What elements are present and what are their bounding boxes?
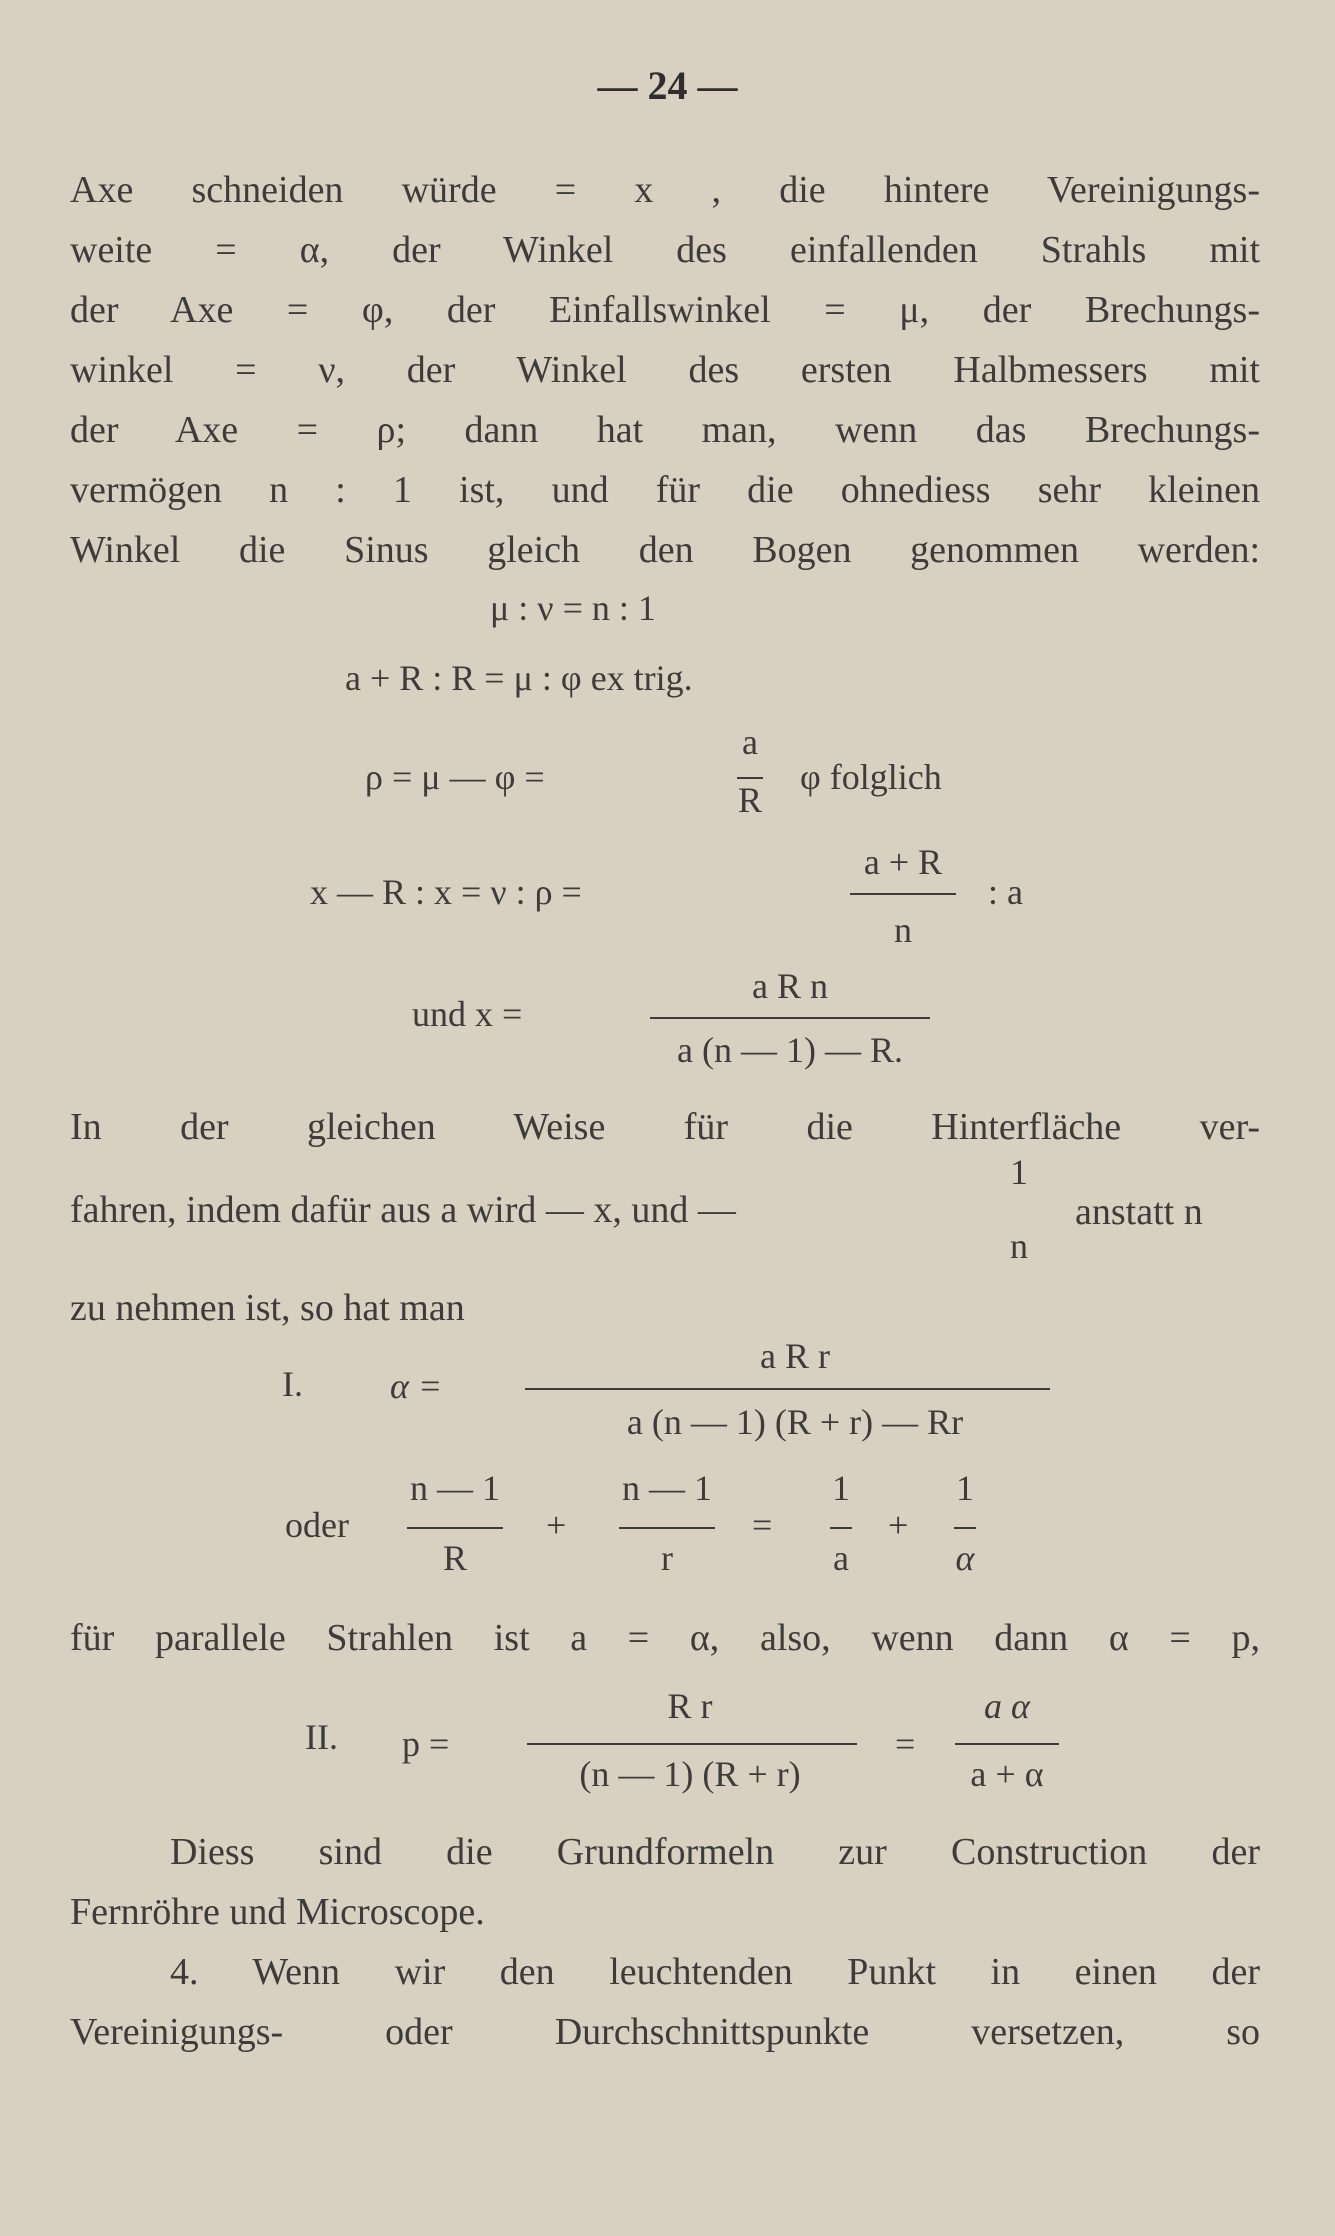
fraction-denominator: a (n — 1) (R + r) — Rr (626, 1402, 964, 1442)
fraction-numerator: a R n (752, 966, 828, 1006)
text-line: In der gleichen Weise für die Hinterfläche ver- (70, 1106, 1260, 1148)
formula-label: I. (282, 1364, 303, 1404)
page-number: — 24 — (597, 63, 738, 108)
text-line: zu nehmen ist, so hat man (70, 1287, 465, 1329)
formula-oder-word: oder (285, 1505, 349, 1545)
equation-ex-trig: a + R : R = μ : φ ex trig. (345, 658, 693, 698)
text-line: Diess sind die Grundformeln zur Construction der (170, 1831, 1260, 1873)
formula-plus: + (888, 1505, 909, 1545)
fraction-numerator: 1 (832, 1468, 850, 1508)
fraction-denominator: a + α (970, 1754, 1044, 1794)
fraction-denominator: R (737, 780, 762, 820)
fraction-bar (527, 1743, 857, 1745)
formula-equals: = (752, 1505, 773, 1545)
fraction-bar (830, 1527, 852, 1529)
fraction-denominator: a (833, 1538, 849, 1578)
text-line: Axe schneiden würde = x , die hintere Vereinigungs- (70, 169, 1260, 211)
fraction-bar (525, 1388, 1050, 1390)
fraction-numerator: a α (984, 1686, 1030, 1726)
equation-x-lhs: und x = (412, 994, 523, 1034)
fraction-denominator: r (661, 1538, 673, 1578)
fraction-denominator: n (894, 910, 912, 950)
fraction-bar (407, 1527, 503, 1529)
fraction-bar (619, 1527, 715, 1529)
text-line: der Axe = φ, der Einfallswinkel = μ, der Brechungs- (70, 289, 1260, 331)
fraction-denominator: (n — 1) (R + r) (579, 1754, 801, 1794)
text-line: Fernröhre und Microscope. (70, 1891, 485, 1933)
text-line: Vereinigungs- oder Durchschnittspunkte versetzen, so (70, 2011, 1260, 2053)
text-line: vermögen n : 1 ist, und für die ohnediess sehr kleinen (70, 469, 1260, 511)
formula-plus: + (546, 1505, 567, 1545)
equation-rho-lhs: ρ = μ — φ = (365, 757, 545, 797)
formula-lhs: α = (390, 1366, 443, 1406)
equation-rho-rhs: φ folglich (800, 757, 942, 797)
formula-equals: = (895, 1724, 916, 1764)
text-line: für parallele Strahlen ist a = α, also, wenn dann α = p, (70, 1617, 1260, 1659)
equation-proportion-lhs: x — R : x = ν : ρ = (310, 872, 582, 912)
formula-lhs: p = (402, 1724, 450, 1764)
text-line: fahren, indem dafür aus a wird — x, und — (70, 1189, 736, 1231)
text-fragment: anstatt n (1075, 1191, 1203, 1233)
fraction-numerator: a R r (760, 1336, 830, 1376)
fraction-numerator: 1 (1010, 1152, 1028, 1192)
fraction-denominator: α (955, 1538, 975, 1578)
fraction-numerator: 1 (956, 1468, 974, 1508)
fraction-denominator: n (1010, 1226, 1028, 1266)
equation-ratio: μ : ν = n : 1 (490, 588, 656, 628)
fraction-numerator: R r (667, 1686, 713, 1726)
text-line: winkel = ν, der Winkel des ersten Halbmessers mit (70, 349, 1260, 391)
fraction-numerator: a (742, 722, 758, 762)
fraction-denominator: a (n — 1) — R. (677, 1030, 903, 1070)
fraction-bar (650, 1017, 930, 1019)
text-line: weite = α, der Winkel des einfallenden Strahls mit (70, 229, 1260, 271)
text-line: 4. Wenn wir den leuchtenden Punkt in einen der (170, 1951, 1260, 1993)
equation-proportion-rhs: : a (988, 872, 1023, 912)
fraction-numerator: n — 1 (622, 1468, 712, 1508)
text-line: der Axe = ρ; dann hat man, wenn das Brechungs- (70, 409, 1260, 451)
fraction-bar (737, 777, 763, 779)
fraction-numerator: n — 1 (410, 1468, 500, 1508)
text-line: Winkel die Sinus gleich den Bogen genommen werden: (70, 529, 1260, 571)
fraction-numerator: a + R (863, 842, 943, 882)
fraction-bar (850, 893, 956, 895)
fraction-bar (955, 1743, 1059, 1745)
fraction-denominator: R (442, 1538, 467, 1578)
fraction-bar (954, 1527, 976, 1529)
formula-label: II. (305, 1717, 338, 1757)
